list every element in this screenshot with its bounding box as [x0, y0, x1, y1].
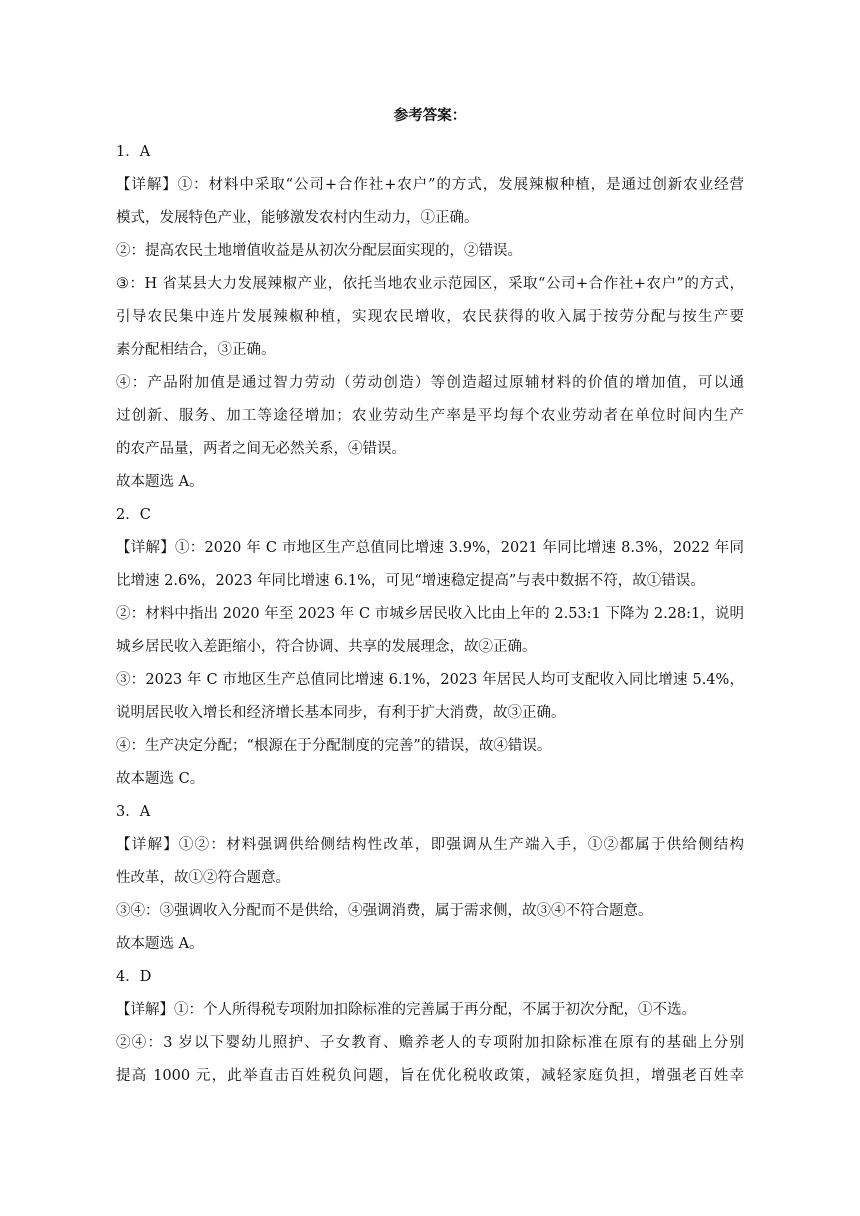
text-line: 【详解】①②：材料强调供给侧结构性改革，即强调从生产端入手，①②都属于供给侧结构	[116, 837, 744, 853]
text-line: 说明居民收入增长和经济增长基本同步，有利于扩大消费，故③正确。	[116, 705, 566, 721]
text-line: ②④：3 岁以下婴幼儿照护、子女教育、赡养老人的专项附加扣除标准在原有的基础上分别	[116, 1035, 744, 1051]
text-line: 【详解】①：2020 年 C 市地区生产总值同比增速 3.9%，2021 年同比增速 8.3%，2022 年同	[116, 540, 744, 556]
answer-body	[116, 136, 744, 1093]
text-line: 故本题选 C。	[116, 771, 205, 787]
text-line: 模式，发展特色产业，能够激发农村内生动力，①正确。	[116, 210, 479, 226]
text-line: ③④：③强调收入分配而不是供给，④强调消费，属于需求侧，故③④不符合题意。	[116, 903, 653, 919]
text-line: 【详解】①：个人所得税专项附加扣除标准的完善属于再分配，不属于初次分配，①不选。	[116, 1002, 696, 1018]
page-title: 参考答案：	[393, 107, 467, 124]
text-line: ②：提高农民土地增值收益是从初次分配层面实现的，②错误。	[116, 243, 522, 259]
text-line: 4．D	[116, 969, 152, 985]
text-line: ③：H 省某县大力发展辣椒产业，依托当地农业示范园区，采取“公司+合作社+农户”的方式，	[116, 276, 744, 292]
text-line: 性改革，故①②符合题意。	[116, 870, 290, 886]
text-line: 引导农民集中连片发展辣椒种植，实现农民增收，农民获得的收入属于按劳分配与按生产要	[116, 309, 744, 325]
text-line: 2．C	[116, 507, 151, 523]
text-line: 提高 1000 元，此举直击百姓税负问题，旨在优化税收政策，减轻家庭负担，增强老百姓幸	[116, 1068, 744, 1084]
text-line: 城乡居民收入差距缩小，符合协调、共享的发展理念，故②正确。	[116, 639, 537, 655]
text-line: 【详解】①：材料中采取“公司+合作社+农户”的方式，发展辣椒种植，是通过创新农业经营	[116, 177, 744, 193]
text-line: ③：2023 年 C 市地区生产总值同比增速 6.1%，2023 年居民人均可支配收入同比增速 5.4%，	[116, 672, 744, 688]
text-line: ④：生产决定分配；“根源在于分配制度的完善”的错误，故④错误。	[116, 738, 552, 754]
text-line: 3．A	[116, 804, 151, 820]
text-line: 素分配相结合，③正确。	[116, 342, 276, 358]
text-line: 过创新、服务、加工等途径增加；农业劳动生产率是平均每个农业劳动者在单位时间内生产	[116, 408, 744, 424]
text-line: 故本题选 A。	[116, 936, 204, 952]
text-line: 的农产品量，两者之间无必然关系，④错误。	[116, 441, 406, 457]
text-line: ②：材料中指出 2020 年至 2023 年 C 市城乡居民收入比由上年的 2.53:1 下降为 2.28:1，说明	[116, 606, 744, 622]
text-line: 1．A	[116, 144, 151, 160]
text-line: 故本题选 A。	[116, 474, 204, 490]
text-line: 比增速 2.6%，2023 年同比增速 6.1%，可见“增速稳定提高”与表中数据不符，故①错误。	[116, 573, 705, 589]
text-line: ④：产品附加值是通过智力劳动（劳动创造）等创造超过原辅材料的价值的增加值，可以通	[116, 375, 744, 391]
